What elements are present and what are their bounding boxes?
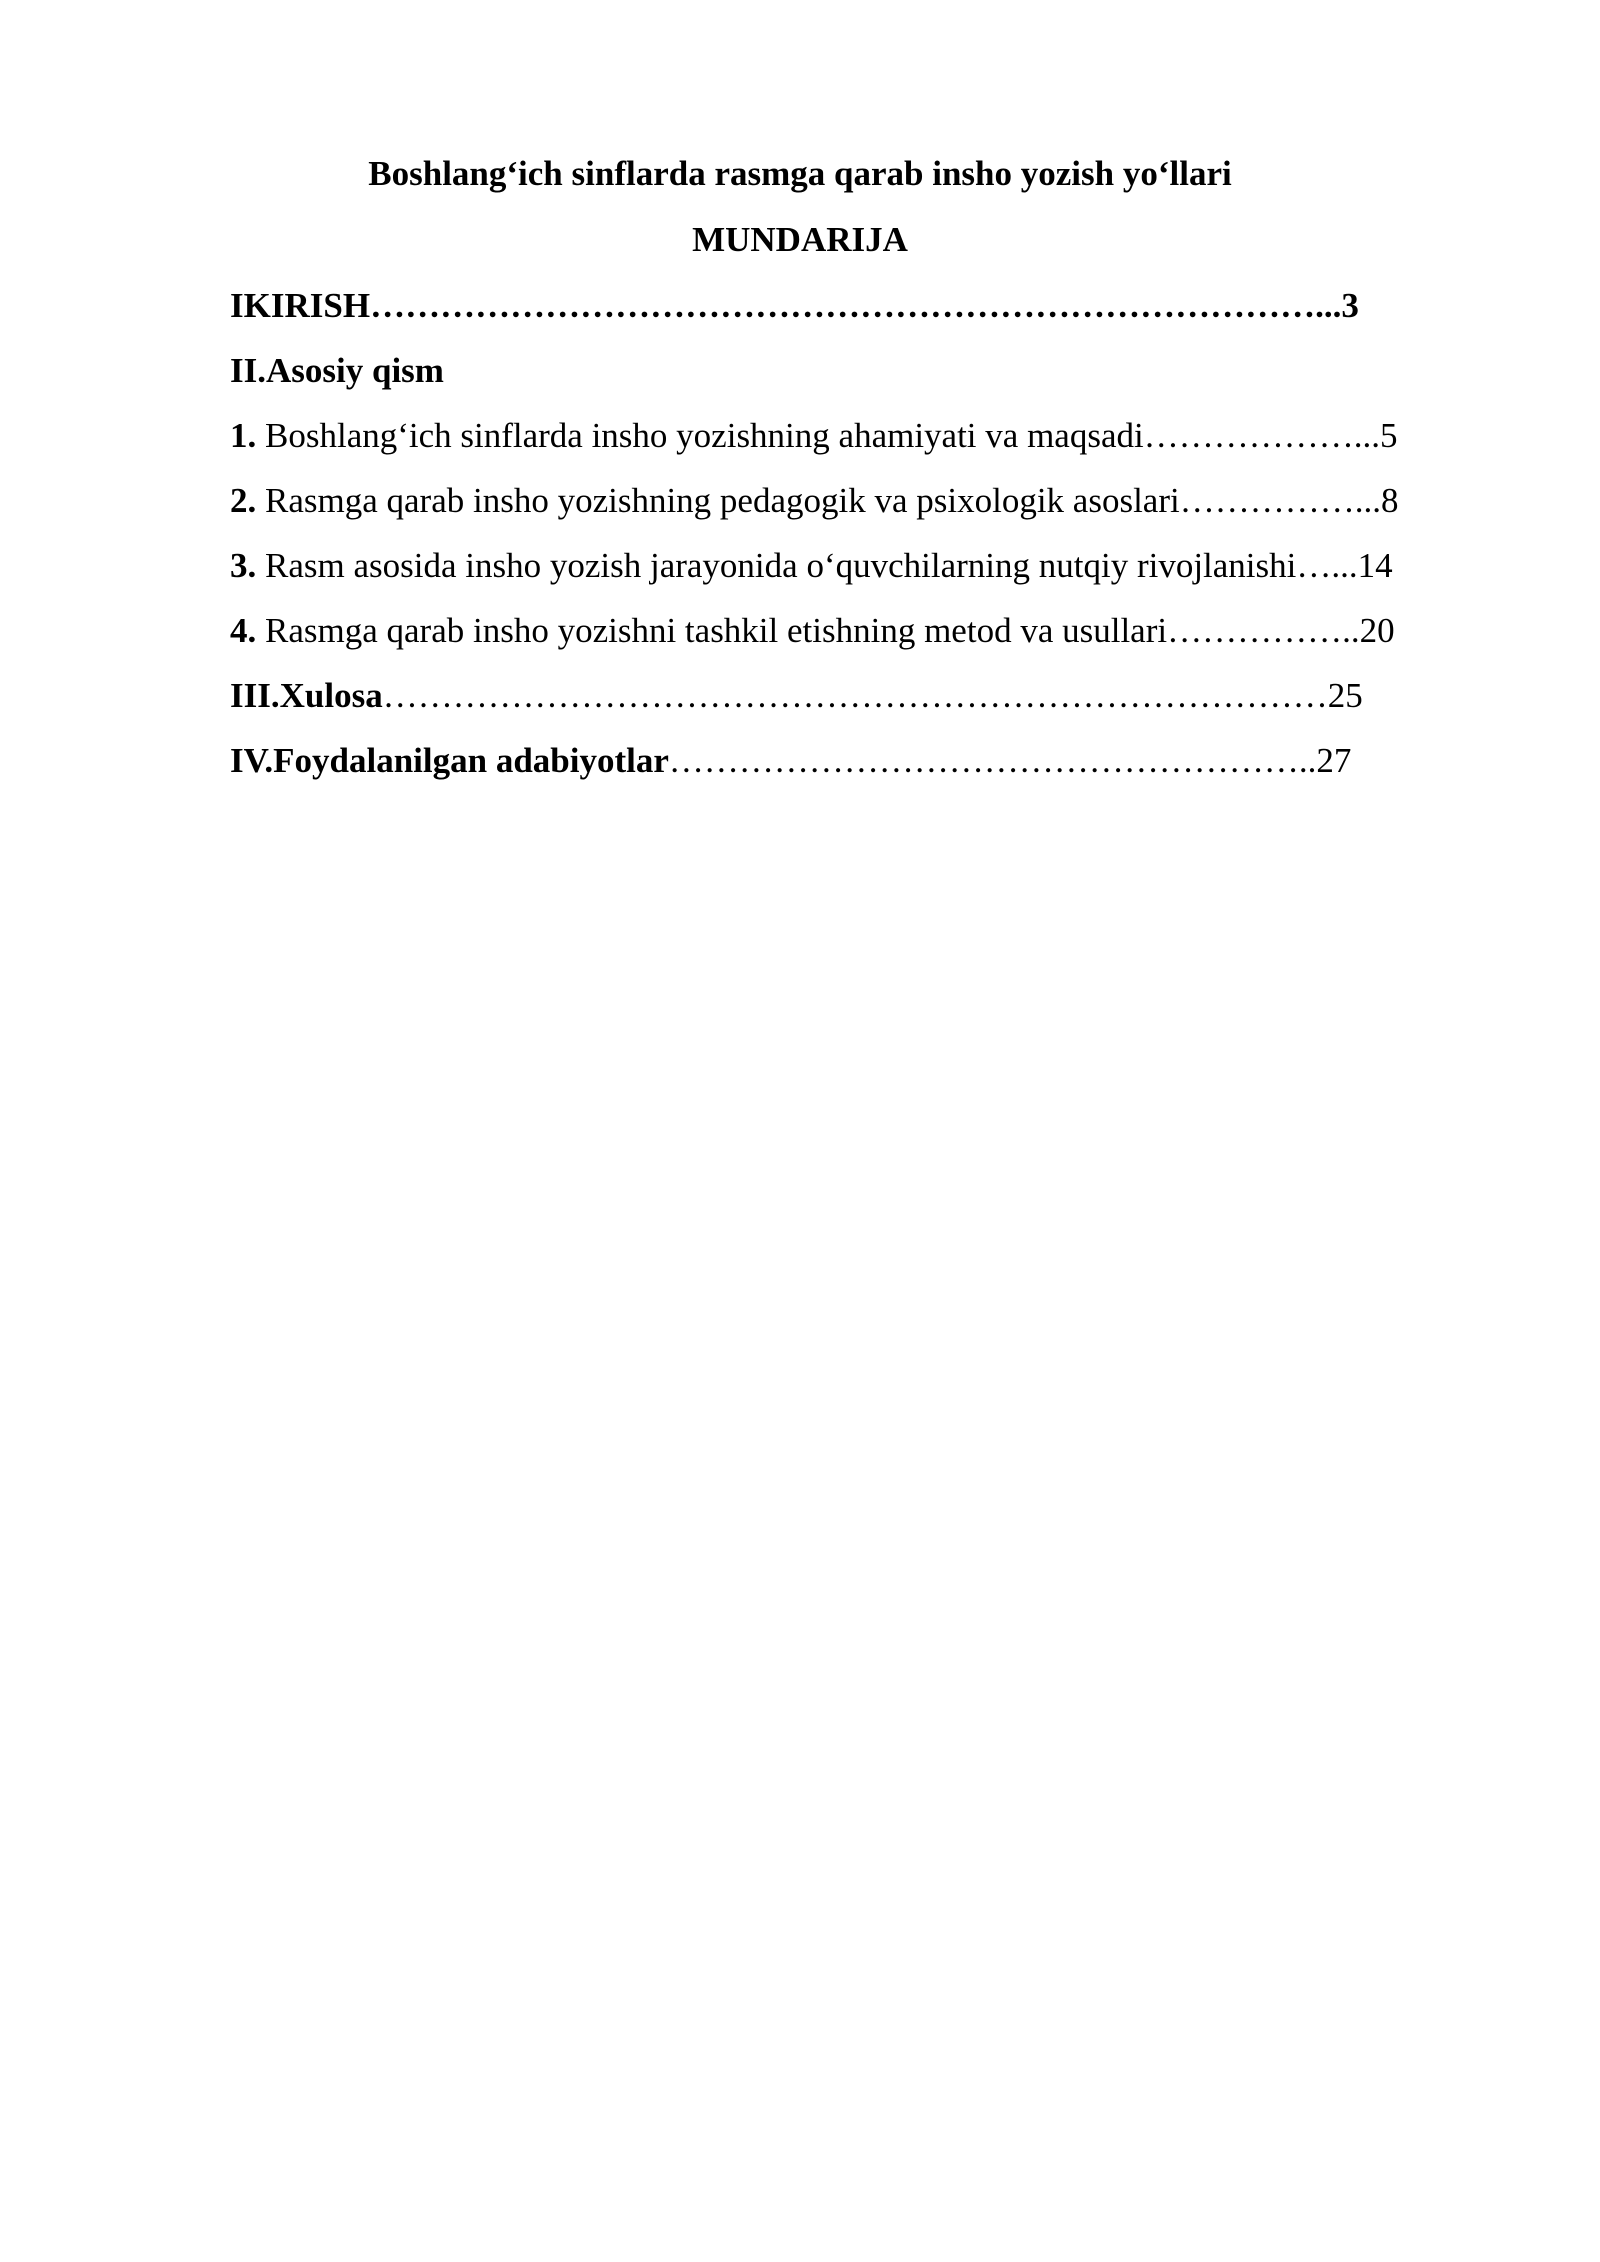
toc-entry-leader: ……………………………………………….. — [668, 741, 1317, 780]
toc-entry-page: 3 — [1341, 286, 1359, 325]
toc-entry-label: IV.Foydalanilgan adabiyotlar — [230, 741, 669, 780]
toc-entry-label: Rasm asosida insho yozish jarayonida o‘quvchilarning nutqiy rivojlanishi — [256, 546, 1297, 585]
toc-entry-leader: ……………………………………………………………………… — [382, 676, 1328, 715]
toc-entry-main-part — [230, 349, 444, 393]
toc-entry-page: 14 — [1357, 546, 1393, 585]
toc-entry-leader: ………………... — [1143, 416, 1380, 455]
toc-entry-label: Rasmga qarab insho yozishning pedagogik va psixologik asoslari — [256, 481, 1180, 520]
toc-entry-introduction — [230, 284, 1359, 328]
toc-entry-page: 5 — [1379, 416, 1398, 455]
toc-entry-page: 25 — [1327, 676, 1363, 715]
toc-entry-number: 3. — [230, 546, 257, 585]
toc-entry-leader: …………….. — [1167, 611, 1360, 650]
toc-entry-label: IKIRISH — [230, 286, 371, 325]
toc-entry-2 — [230, 479, 1398, 523]
toc-entry-3 — [230, 544, 1393, 588]
toc-entry-label: III.Xulosa — [230, 676, 383, 715]
toc-entry-number: 4. — [230, 611, 257, 650]
toc-entry-conclusion — [230, 674, 1363, 718]
toc-entry-page: 8 — [1380, 481, 1399, 520]
toc-heading: MUNDARIJA — [692, 220, 908, 259]
toc-entry-leader: ……………... — [1179, 481, 1381, 520]
toc-entry-number: 1. — [230, 416, 257, 455]
toc-entry-4 — [230, 609, 1395, 653]
toc-entry-1 — [230, 414, 1397, 458]
toc-entry-page: 27 — [1316, 741, 1352, 780]
toc-entry-leader: ………………………………………………………………………... — [370, 286, 1342, 325]
toc-entry-label: II.Asosiy qism — [230, 351, 444, 390]
toc-entry-label: Boshlang‘ich sinflarda insho yozishning ahamiyati va maqsadi — [256, 416, 1144, 455]
toc-entry-leader: …... — [1296, 546, 1358, 585]
toc-entry-page: 20 — [1359, 611, 1395, 650]
toc-entry-number: 2. — [230, 481, 257, 520]
document-title: Boshlang‘ich sinflarda rasmga qarab insho yozish yo‘llari — [368, 154, 1232, 193]
toc-entry-references — [230, 739, 1351, 783]
toc-entry-label: Rasmga qarab insho yozishni tashkil etishning metod va usullari — [256, 611, 1168, 650]
